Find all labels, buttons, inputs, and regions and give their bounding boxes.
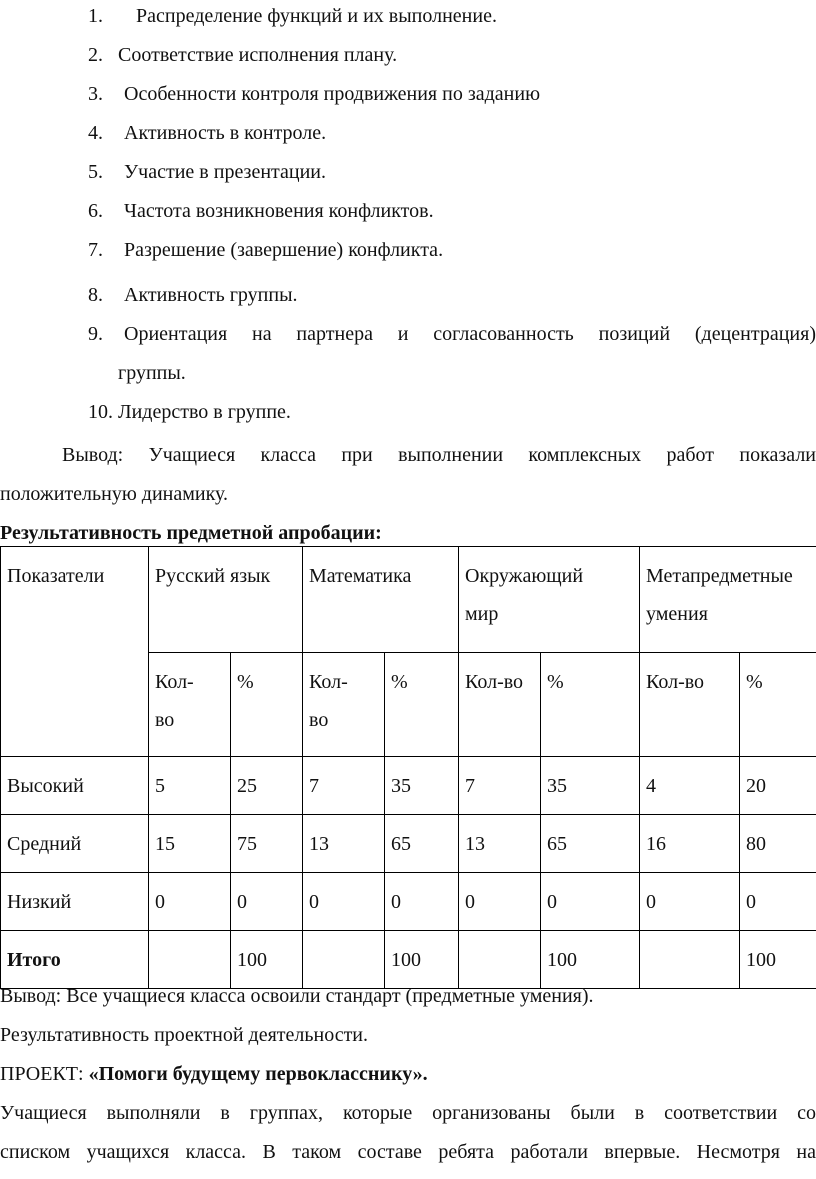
header-math: Математика	[303, 547, 459, 653]
row-label: Низкий	[1, 873, 149, 931]
table-cell: 100	[385, 931, 459, 989]
table-cell: 4	[640, 757, 740, 815]
subheader-percent: %	[231, 653, 303, 757]
table-row	[1, 757, 816, 815]
header-russian: Русский язык	[149, 547, 303, 653]
header-world: Окружающий мир	[459, 547, 640, 653]
table-cell: 13	[459, 815, 541, 873]
subheader-count: Кол- во	[149, 653, 231, 757]
table-cell: 35	[541, 757, 640, 815]
table-cell	[459, 931, 541, 989]
subheader-percent: %	[541, 653, 640, 757]
table-header-row	[1, 547, 816, 653]
table-cell: 75	[231, 815, 303, 873]
table-cell: 0	[303, 873, 385, 931]
table-cell: 13	[303, 815, 385, 873]
header-meta: Метапредметные умения	[640, 547, 816, 653]
table-cell: 0	[541, 873, 640, 931]
subheader-count: Кол-во	[459, 653, 541, 757]
table-cell: 7	[303, 757, 385, 815]
table-cell: 0	[459, 873, 541, 931]
table-cell: 100	[740, 931, 816, 989]
project-title: ПРОЕКТ: «Помоги будущему первокласснику».	[0, 1063, 428, 1085]
conclusion-standard: Вывод: Все учащиеся класса освоили стандарт (предметные умения).	[0, 985, 594, 1007]
table-cell: 5	[149, 757, 231, 815]
table-cell: 0	[740, 873, 816, 931]
table-cell: 65	[385, 815, 459, 873]
project-results-heading: Результативность проектной деятельности.	[0, 1024, 369, 1046]
row-label: Итого	[1, 931, 149, 989]
table-cell: 16	[640, 815, 740, 873]
subheader-count: Кол-во	[640, 653, 740, 757]
table-cell: 100	[231, 931, 303, 989]
subheader-percent: %	[385, 653, 459, 757]
table-cell: 0	[149, 873, 231, 931]
section-title: Результативность предметной апробации:	[0, 522, 382, 544]
table-cell: 20	[740, 757, 816, 815]
table-cell: 25	[231, 757, 303, 815]
table-cell: 15	[149, 815, 231, 873]
table-cell	[149, 931, 231, 989]
project-paragraph: Учащиеся выполняли в группах, которые организованы были в соответствии со	[0, 1102, 816, 1124]
conclusion-paragraph-end: положительную динамику.	[0, 483, 229, 505]
row-label: Средний	[1, 815, 149, 873]
table-cell: 65	[541, 815, 640, 873]
table-row	[1, 815, 816, 873]
results-table	[0, 546, 816, 989]
table-cell	[303, 931, 385, 989]
table-cell: 0	[640, 873, 740, 931]
subheader-count: Кол- во	[303, 653, 385, 757]
table-cell: 100	[541, 931, 640, 989]
table-row	[1, 873, 816, 931]
table-cell: 80	[740, 815, 816, 873]
table-total-row	[1, 931, 816, 989]
conclusion-paragraph: Вывод: Учащиеся класса при выполнении комплексных работ показали	[62, 444, 816, 466]
table-cell: 0	[231, 873, 303, 931]
header-indicators: Показатели	[1, 547, 149, 757]
table-cell	[640, 931, 740, 989]
table-cell: 35	[385, 757, 459, 815]
table-cell: 7	[459, 757, 541, 815]
table-cell: 0	[385, 873, 459, 931]
subheader-percent: %	[740, 653, 816, 757]
project-paragraph-cont: списком учащихся класса. В таком составе ребята работали впервые. Несмотря на	[0, 1141, 816, 1163]
row-label: Высокий	[1, 757, 149, 815]
